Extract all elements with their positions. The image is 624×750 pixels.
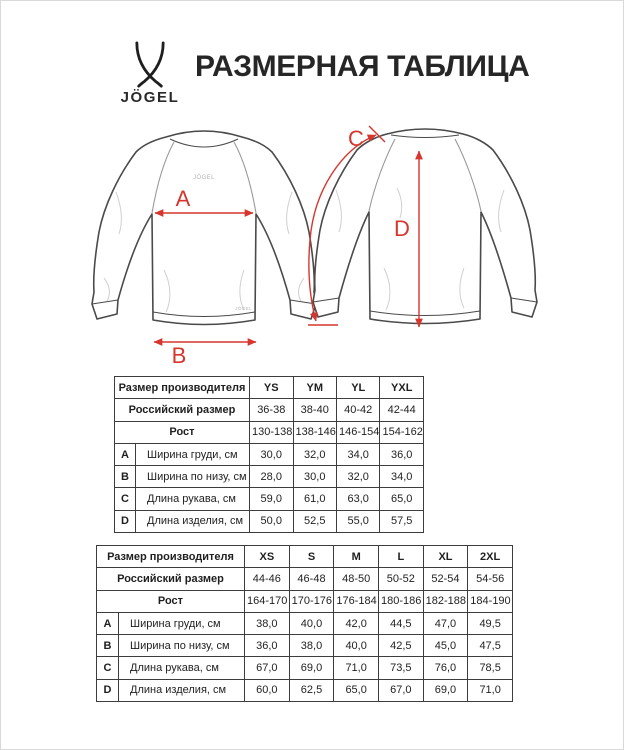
brand-wordmark: JÖGEL xyxy=(120,89,180,106)
table-row xyxy=(115,443,424,465)
row-header-label: Рост xyxy=(115,421,250,443)
table-cell: 32,0 xyxy=(336,466,379,488)
table-cell: 154-162 xyxy=(380,421,424,443)
row-header-label: Рост xyxy=(97,590,245,612)
table-cell: 40-42 xyxy=(336,399,379,421)
measure-a-label: A xyxy=(175,186,191,211)
table-cell: 67,0 xyxy=(378,679,423,701)
table-cell: 30,0 xyxy=(293,466,336,488)
front-shirt-outline xyxy=(92,131,316,325)
front-hem-mark: JÖGEL xyxy=(235,306,252,311)
table-cell: 59,0 xyxy=(250,488,293,510)
table-row xyxy=(97,635,513,657)
table-cell: 48-50 xyxy=(334,568,379,590)
table-cell: 61,0 xyxy=(293,488,336,510)
table-cell: 146-154 xyxy=(336,421,379,443)
table-cell: 76,0 xyxy=(423,657,468,679)
table-cell: 40,0 xyxy=(334,635,379,657)
measure-name-cell: Длина изделия, см xyxy=(136,510,250,532)
table-row xyxy=(115,510,424,532)
table-cell: 44-46 xyxy=(245,568,290,590)
table-cell: 28,0 xyxy=(250,466,293,488)
measure-letter-cell: A xyxy=(115,443,136,465)
table-cell: 184-190 xyxy=(468,590,513,612)
table-cell: 62,5 xyxy=(289,679,334,701)
table-row xyxy=(97,546,513,568)
table-cell: 2XL xyxy=(468,546,513,568)
table-cell: YXL xyxy=(380,377,424,399)
table-cell: 38,0 xyxy=(289,635,334,657)
table-cell: 73,5 xyxy=(378,657,423,679)
table-cell: 49,5 xyxy=(468,612,513,634)
table-cell: 52,5 xyxy=(293,510,336,532)
table-cell: 50-52 xyxy=(378,568,423,590)
measure-c-label: C xyxy=(348,126,364,151)
table-cell: 42,5 xyxy=(378,635,423,657)
table-cell: 52-54 xyxy=(423,568,468,590)
front-chest-mark: JÖGEL xyxy=(193,175,215,181)
table-row xyxy=(115,421,424,443)
table-cell: YL xyxy=(336,377,379,399)
table-cell: XL xyxy=(423,546,468,568)
page-title: РАЗМЕРНАЯ ТАБЛИЦА xyxy=(195,50,530,83)
youth-size-table xyxy=(114,376,424,533)
measure-name-cell: Ширина груди, см xyxy=(119,612,245,634)
row-header-label: Российский размер xyxy=(97,568,245,590)
measure-name-cell: Длина изделия, см xyxy=(119,679,245,701)
table-cell: 69,0 xyxy=(289,657,334,679)
table-cell: 38-40 xyxy=(293,399,336,421)
table-cell: 182-188 xyxy=(423,590,468,612)
table-cell: 180-186 xyxy=(378,590,423,612)
table-cell: S xyxy=(289,546,334,568)
table-cell: 65,0 xyxy=(380,488,424,510)
measure-name-cell: Длина рукава, см xyxy=(136,488,250,510)
table-cell: 60,0 xyxy=(245,679,290,701)
brand-logo xyxy=(111,41,189,106)
table-cell: 71,0 xyxy=(334,657,379,679)
measure-letter-cell: D xyxy=(97,679,119,701)
row-header-label: Размер производителя xyxy=(97,546,245,568)
table-cell: 164-170 xyxy=(245,590,290,612)
table-cell: 36-38 xyxy=(250,399,293,421)
measure-letter-cell: C xyxy=(115,488,136,510)
table-cell: 34,0 xyxy=(336,443,379,465)
table-row xyxy=(97,568,513,590)
table-cell: 63,0 xyxy=(336,488,379,510)
table-cell: 65,0 xyxy=(334,679,379,701)
measure-name-cell: Ширина груди, см xyxy=(136,443,250,465)
table-cell: XS xyxy=(245,546,290,568)
table-cell: L xyxy=(378,546,423,568)
jogel-logo-icon xyxy=(134,41,166,88)
table-cell: 47,5 xyxy=(468,635,513,657)
measure-letter-cell: D xyxy=(115,510,136,532)
measure-letter-cell: A xyxy=(97,612,119,634)
table-cell: 32,0 xyxy=(293,443,336,465)
table-cell: 42,0 xyxy=(334,612,379,634)
measure-name-cell: Ширина по низу, см xyxy=(136,466,250,488)
table-cell: 30,0 xyxy=(250,443,293,465)
table-row xyxy=(115,377,424,399)
measure-letter-cell: C xyxy=(97,657,119,679)
back-shirt-illustration xyxy=(302,118,538,364)
table-cell: 78,5 xyxy=(468,657,513,679)
table-row xyxy=(97,612,513,634)
table-cell: 71,0 xyxy=(468,679,513,701)
table-cell: 46-48 xyxy=(289,568,334,590)
measure-letter-cell: B xyxy=(97,635,119,657)
back-shirt-outline xyxy=(313,129,537,324)
table-row xyxy=(115,488,424,510)
table-cell: M xyxy=(334,546,379,568)
measure-letter-cell: B xyxy=(115,466,136,488)
measure-d-label: D xyxy=(394,216,410,241)
table-cell: 34,0 xyxy=(380,466,424,488)
table-row xyxy=(97,590,513,612)
measure-b-label: B xyxy=(171,343,187,368)
table-row xyxy=(115,466,424,488)
table-cell: 130-138 xyxy=(250,421,293,443)
table-row xyxy=(97,657,513,679)
table-cell: 176-184 xyxy=(334,590,379,612)
table-cell: 38,0 xyxy=(245,612,290,634)
table-cell: 36,0 xyxy=(380,443,424,465)
measure-name-cell: Ширина по низу, см xyxy=(119,635,245,657)
front-shirt-illustration xyxy=(86,120,322,366)
table-cell: 170-176 xyxy=(289,590,334,612)
table-cell: 40,0 xyxy=(289,612,334,634)
table-cell: YM xyxy=(293,377,336,399)
adult-size-table xyxy=(96,545,513,702)
table-cell: 36,0 xyxy=(245,635,290,657)
table-cell: 67,0 xyxy=(245,657,290,679)
table-cell: 42-44 xyxy=(380,399,424,421)
table-cell: 44,5 xyxy=(378,612,423,634)
table-cell: 138-146 xyxy=(293,421,336,443)
table-cell: 54-56 xyxy=(468,568,513,590)
table-cell: 69,0 xyxy=(423,679,468,701)
table-cell: 47,0 xyxy=(423,612,468,634)
measure-name-cell: Длина рукава, см xyxy=(119,657,245,679)
table-row xyxy=(97,679,513,701)
table-cell: 45,0 xyxy=(423,635,468,657)
row-header-label: Размер производителя xyxy=(115,377,250,399)
table-cell: 55,0 xyxy=(336,510,379,532)
row-header-label: Российский размер xyxy=(115,399,250,421)
table-cell: 50,0 xyxy=(250,510,293,532)
table-row xyxy=(115,399,424,421)
table-cell: 57,5 xyxy=(380,510,424,532)
table-cell: YS xyxy=(250,377,293,399)
